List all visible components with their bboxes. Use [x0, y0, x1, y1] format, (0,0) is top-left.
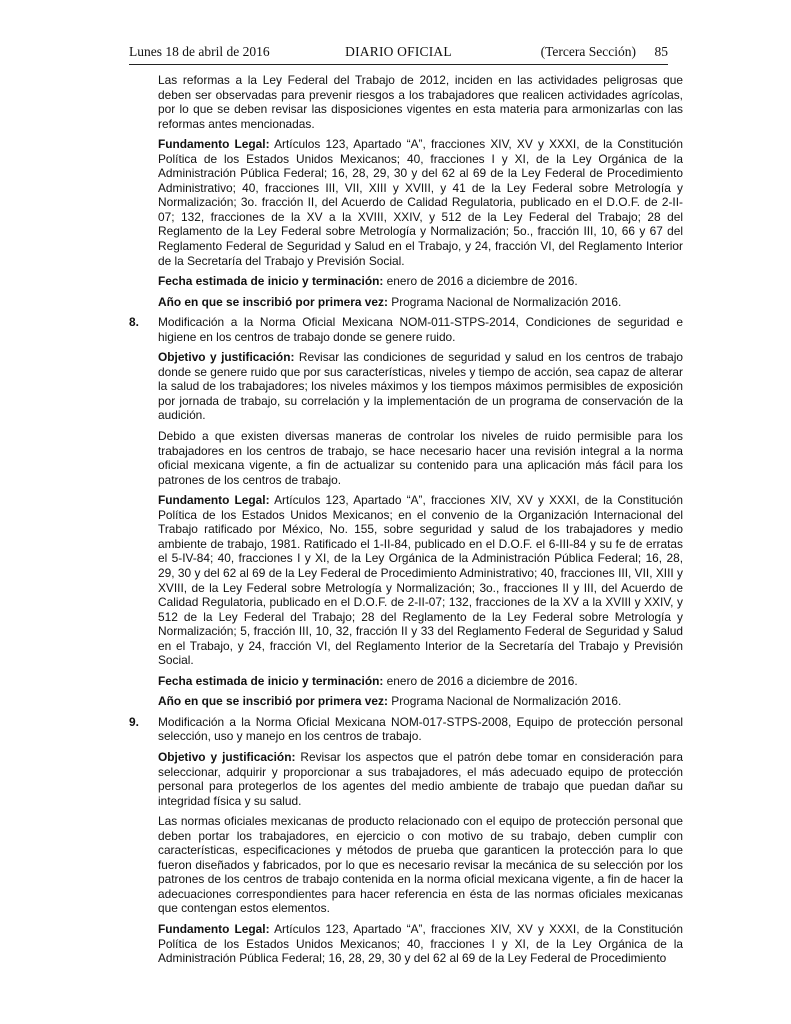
- paragraph-label: Fundamento Legal:: [158, 137, 270, 152]
- header-page-number: 85: [654, 44, 668, 59]
- document-body: [129, 73, 683, 972]
- paragraph: Las normas oficiales mexicanas de producto relacionado con el equipo de protección personal que deben portar los trabajadores, en ejercicio o con motivo de su trabajo, deben cumplir con características, especificaciones y métodos de prueba que garanticen la protección para lo que fueron diseñados y fabricados, por lo que es necesario revisar la mecánica de su selección por los patrones de los centros de trabajo contenida en la norma oficial mexicana vigente, a fin de hacer la adecuaciones correspondientes para hacer referencia en ésta de las normas oficiales mexicanas que contengan estos elementos.: [158, 814, 683, 916]
- paragraph-label: Objetivo y justificación:: [158, 350, 295, 365]
- paragraph-label: Fundamento Legal:: [158, 493, 270, 508]
- paragraph: Fecha estimada de inicio y terminación: enero de 2016 a diciembre de 2016.: [158, 673, 578, 688]
- paragraph: Año en que se inscribió por primera vez: Programa Nacional de Normalización 2016.: [158, 694, 622, 709]
- paragraph: Fecha estimada de inicio y terminación: enero de 2016 a diciembre de 2016.: [158, 274, 578, 289]
- item-number: 8.: [129, 315, 139, 330]
- numbered-item: 9. Modificación a la Norma Oficial Mexicana NOM-017-STPS-2008, Equipo de protección personal selección, uso y manejo en los centros de trabajo.: [129, 714, 683, 744]
- paragraph: Fundamento Legal: Artículos 123, Apartado “A”, fracciones XIV, XV y XXXI, de la Constitución Política de los Estados Unidos Mexicanos; 40, fracciones I y XI, de la Ley Orgánica de la Administración Pública Federal; 16, 28, 29, 30 y del 62 al 69 de la Ley Federal de Procedimiento Administrativo; 40, fracciones III, VII, XIII y XVIII, y 41 de la Ley Federal sobre Metrología y Normalización; 3o. fracción II, del Acuerdo de Calidad Regulatoria, publicado en el D.O.F. de 2-II-07; 132, fracciones de la XV a la XVIII, XXIV, y 512 de la Ley Federal del Trabajo; 28 del Reglamento de la Ley Federal sobre Metrología y Normalización; 5o., fracción III, 10, 66 y 67 del Reglamento Federal de Seguridad y Salud en el Trabajo, y 24, fracción VI, del Reglamento Interior de la Secretaría del Trabajo y Previsión Social.: [158, 137, 683, 268]
- paragraph-label: Objetivo y justificación:: [158, 749, 296, 764]
- paragraph: Objetivo y justificación: Revisar los aspectos que el patrón debe tomar en consideración para seleccionar, adquirir y proporcionar a sus trabajadores, el más adecuado equipo de protección personal para protegerlos de los agentes del medio ambiente de trabajo que puedan dañar su integridad física y su salud.: [158, 749, 684, 808]
- paragraph: Fundamento Legal: Artículos 123, Apartado “A”, fracciones XIV, XV y XXXI, de la Constitución Política de los Estados Unidos Mexicanos; 40, fracciones I y XI, de la Ley Orgánica de la Administración Pública Federal; 16, 28, 29, 30 y del 62 al 69 de la Ley Federal de Procedimiento: [158, 921, 683, 966]
- paragraph: Año en que se inscribió por primera vez: Programa Nacional de Normalización 2016.: [158, 294, 622, 309]
- paragraph: Las reformas a la Ley Federal del Trabajo de 2012, inciden en las actividades peligrosas que deben ser observadas para prevenir riesgos a los trabajadores que realicen actividades agrícolas, por lo que se deben revisar las disposiciones vigentes en esta materia para armonizarlas con las reformas antes mencionadas.: [158, 73, 683, 131]
- header-date: Lunes 18 de abril de 2016: [129, 44, 270, 59]
- paragraph-label: Fundamento Legal:: [158, 921, 270, 936]
- paragraph-label: Fecha estimada de inicio y terminación:: [158, 274, 384, 289]
- header-section: (Tercera Sección): [540, 44, 636, 59]
- paragraph: Objetivo y justificación: Revisar las condiciones de seguridad y salud en los centros de trabajo donde se genere ruido que por sus características, niveles y tiempo de acción, sea capaz de alterar la salud de los trabajadores; los niveles máximos y los tiempos máximos permisibles de exposición por jornada de trabajo, su correlación y la implementación de un programa de conservación de la audición.: [158, 350, 684, 423]
- paragraph: Debido a que existen diversas maneras de controlar los niveles de ruido permisible para los trabajadores en los centros de trabajo, se hace necesario hacer una revisión integral a la norma oficial mexicana vigente, a fin de actualizar su contenido para una aplicación más fácil para los patrones de los centros de trabajo.: [158, 429, 683, 487]
- paragraph-label: Fecha estimada de inicio y terminación:: [158, 673, 384, 688]
- paragraph: Fundamento Legal: Artículos 123, Apartado “A”, fracciones XIV, XV y XXXI, de la Constitución Política de los Estados Unidos Mexicanos; en el convenio de la Organización Internacional del Trabajo ratificado por México, No. 155, sobre seguridad y salud de los trabajadores y medio ambiente de trabajo, 1981. Ratificado el 1-II-84, publicado en el D.O.F. el 6-III-84 y su fe de erratas el 5-IV-84; 40, fracciones I y XI, de la Ley Orgánica de la Administración Pública Federal; 16, 28, 29, 30 y del 62 al 69 de la Ley Federal de Procedimiento Administrativo; 40, fracciones III, VII, XIII y XVIII, de la Ley Federal sobre Metrología y Normalización; 3o., fracciones II y III, del Acuerdo de Calidad Regulatoria, publicado en el D.O.F. de 2-II-07; 132, fracciones de la XV a la XVIII y XXIV, y 512 de la Ley Federal del Trabajo; 28 del Reglamento de la Ley Federal sobre Metrología y Normalización; 5, fracción III, 10, 32, fracción II y 33 del Reglamento Federal de Seguridad y Salud en el Trabajo, y 24, fracción VI, del Reglamento Interior de la Secretaría del Trabajo y Previsión Social.: [158, 493, 683, 668]
- header-title: DIARIO OFICIAL: [345, 44, 452, 59]
- paragraph-label: Año en que se inscribió por primera vez:: [158, 694, 388, 709]
- numbered-item: 8. Modificación a la Norma Oficial Mexicana NOM-011-STPS-2014, Condiciones de seguridad e higiene en los centros de trabajo donde se genere ruido.: [129, 315, 683, 344]
- paragraph-label: Año en que se inscribió por primera vez:: [158, 294, 388, 309]
- item-number: 9.: [129, 714, 139, 729]
- page-header: [129, 44, 668, 65]
